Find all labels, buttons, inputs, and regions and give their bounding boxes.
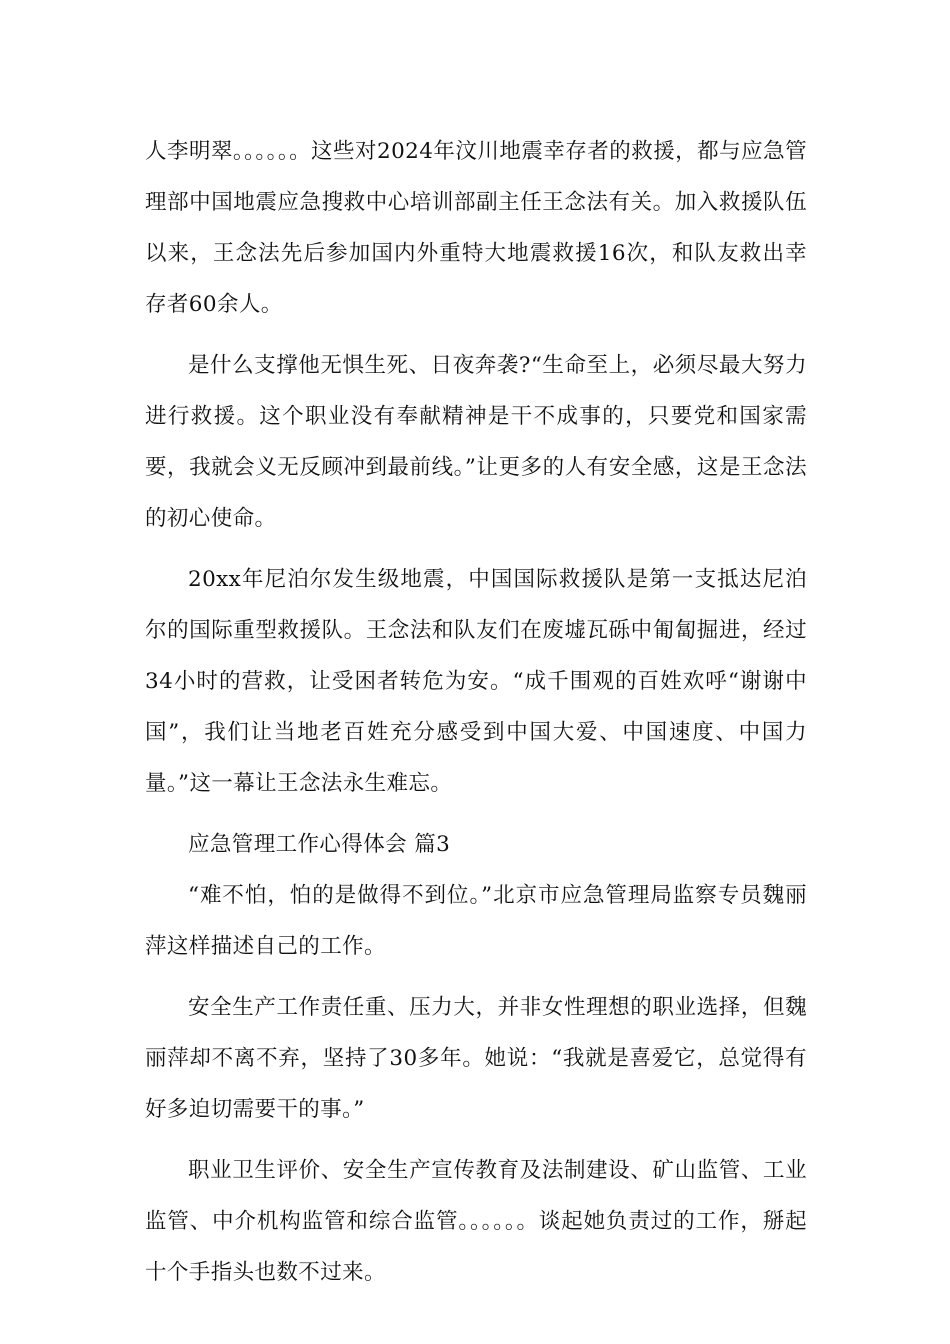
paragraph-5: 安全生产工作责任重、压力大，并非女性理想的职业选择，但魏丽萍却不离不弃，坚持了30多年。她说：“我就是喜爱它，总觉得有好多迫切需要干的事。” — [145, 995, 807, 1122]
paragraph-2: 是什么支撑他无惧生死、日夜奔袭?“生命至上，必须尽最大努力进行救援。这个职业没有奉献精神是干不成事的，只要党和国家需要，我就会义无反顾冲到最前线。”让更多的人有安全感，这是王念法的初心使命。 — [145, 353, 807, 531]
paragraph-6: 职业卫生评价、安全生产宣传教育及法制建设、矿山监管、工业监管、中介机构监管和综合监管。。。。。。谈起她负责过的工作，掰起十个手指头也数不过来。 — [145, 1158, 807, 1285]
section-heading: 应急管理工作心得体会 篇3 — [188, 832, 451, 857]
paragraph-1: 人李明翠。。。。。。这些对2024年汶川地震幸存者的救援，都与应急管理部中国地震应急搜救中心培训部副主任王念法有关。加入救援队伍以来，王念法先后参加国内外重特大地震救援16次，和队友救出幸存者60余人。 — [145, 139, 807, 317]
paragraph-3: 20xx年尼泊尔发生级地震，中国国际救援队是第一支抵达尼泊尔的国际重型救援队。王念法和队友们在废墟瓦砾中匍匐掘进，经过34小时的营救，让受困者转危为安。“成千围观的百姓欢呼“谢谢中国”，我们让当地老百姓充分感受到中国大爱、中国速度、中国力量。”这一幕让王念法永生难忘。 — [145, 567, 807, 796]
document-body — [145, 126, 807, 1308]
paragraph-4: “难不怕，怕的是做得不到位。”北京市应急管理局监察专员魏丽萍这样描述自己的工作。 — [145, 883, 807, 959]
